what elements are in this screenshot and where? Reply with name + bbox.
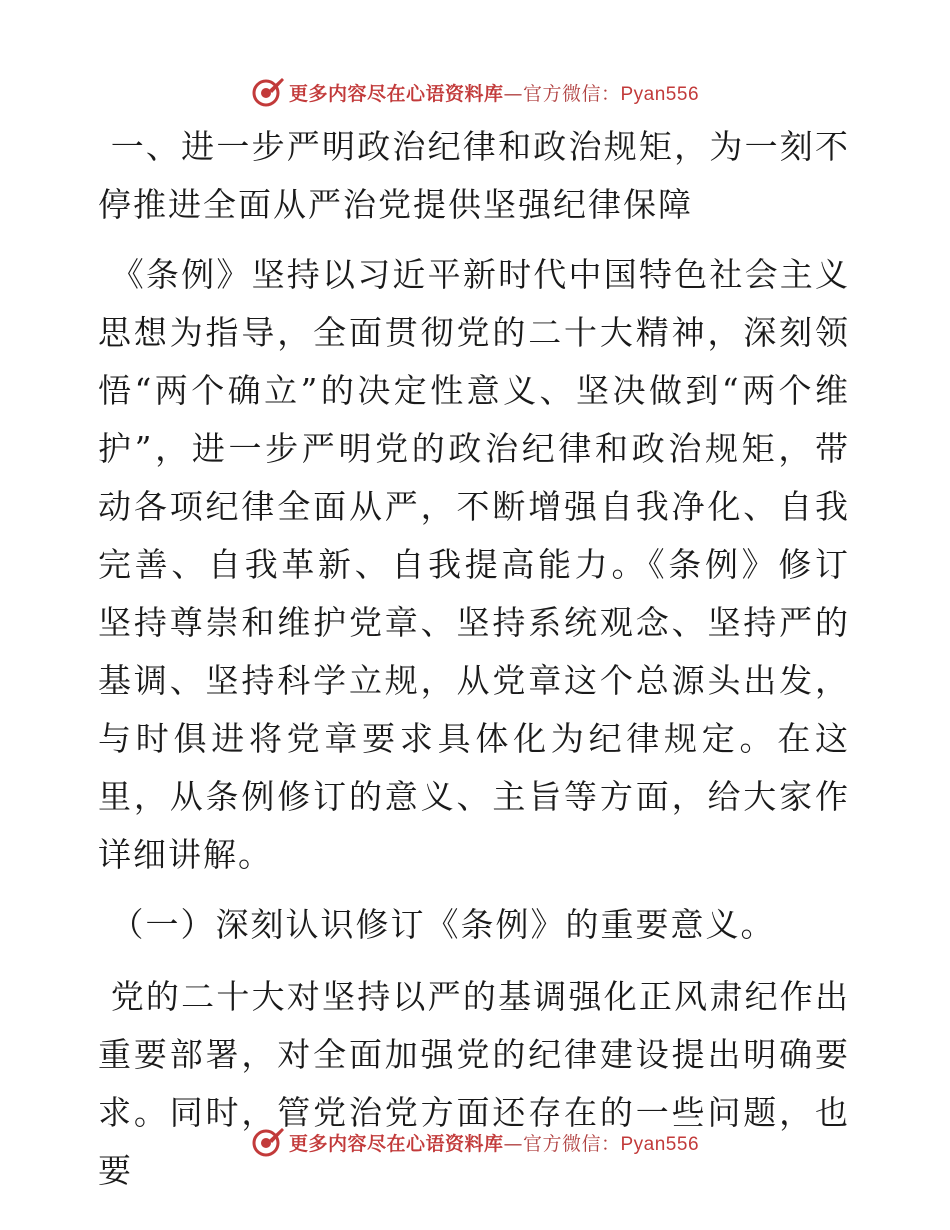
- watermark-text: 更多内容尽在心语资料库—官方微信：Pyan556: [288, 1132, 700, 1155]
- red-pen-logo-icon: [251, 1125, 285, 1159]
- subsection-heading: （一）深刻认识修订《条例》的重要意义。: [98, 905, 776, 944]
- paragraph: 党的二十大对坚持以严的基调强化正风肃纪作出重要部署，对全面加强党的纪律建设提出明确要求。同时，管党治党方面还存在的一些问题，也要: [98, 977, 851, 1190]
- watermark-text: 更多内容尽在心语资料库—官方微信：Pyan556: [288, 82, 700, 105]
- header-watermark: [0, 72, 950, 112]
- paragraph: 《条例》坚持以习近平新时代中国特色社会主义思想为指导，全面贯彻党的二十大精神，深刻领悟“两个确立”的决定性意义、坚决做到“两个维护”，进一步严明党的政治纪律和政治规矩，带动各项纪律全面从严，不断增强自我净化、自我完善、自我革新、自我提高能力。《条例》修订坚持尊崇和维护党章、坚持系统观念、坚持严的基调、坚持科学立规，从党章这个总源头出发，与时俱进将党章要求具体化为纪律规定。在这里，从条例修订的意义、主旨等方面，给大家作详细讲解。: [98, 255, 851, 874]
- red-pen-logo-icon: [251, 75, 285, 109]
- document-body: [98, 118, 850, 1200]
- footer-watermark: [0, 1122, 950, 1162]
- section-heading: 一、进一步严明政治纪律和政治规矩，为一刻不停推进全面从严治党提供坚强纪律保障: [98, 127, 851, 224]
